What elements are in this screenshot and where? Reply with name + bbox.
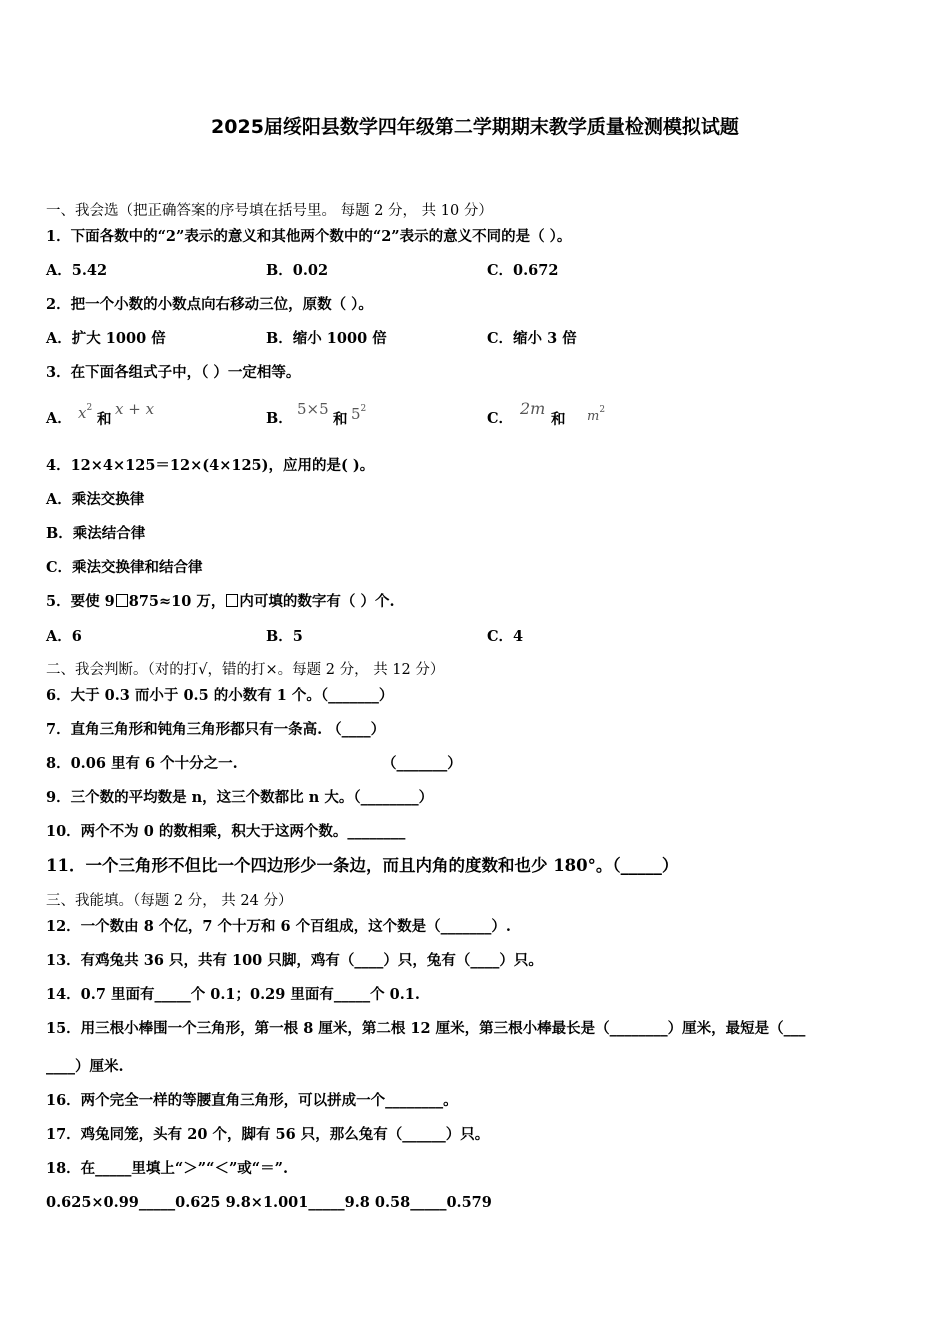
q3-option-c-expr2 xyxy=(587,400,605,427)
question-15-line-2: ____）厘米. xyxy=(46,1058,124,1075)
q3-option-a-and: 和 xyxy=(97,411,112,428)
question-17: 17．鸡兔同笼，头有 20 个，脚有 56 只，那么兔有（______）只。 xyxy=(46,1126,490,1143)
q1-option-b: B．0.02 xyxy=(266,262,329,279)
question-9: 9．三个数的平均数是 n，这三个数都比 n 大。（________） xyxy=(46,789,434,806)
question-8-blank: （_______） xyxy=(382,755,462,772)
question-18-comparisons: 0.625×0.99_____0.625 9.8×1.001_____9.8 0.58_____0.579 xyxy=(46,1194,492,1211)
question-7: 7．直角三角形和钝角三角形都只有一条高. （____） xyxy=(46,721,386,738)
q3-option-b-label: B． xyxy=(266,410,293,427)
q3-option-a-expr2 xyxy=(115,399,154,420)
q2-option-a: A．扩大 1000 倍 xyxy=(46,330,166,347)
question-5 xyxy=(46,592,395,612)
q2-option-b: B．缩小 1000 倍 xyxy=(266,330,387,347)
question-8: 8．0.06 里有 6 个十分之一. xyxy=(46,755,238,772)
exam-title: 2025届绥阳县数学四年级第二学期期末教学质量检测模拟试题 xyxy=(211,116,739,138)
question-18: 18．在_____里填上“＞”“＜”或“＝”. xyxy=(46,1160,289,1177)
q3-option-a-expr xyxy=(78,398,92,424)
q3-c-expr1: 2m xyxy=(520,399,546,418)
q1-option-c: C．0.672 xyxy=(487,262,559,279)
question-16: 16．两个完全一样的等腰直角三角形，可以拼成一个________。 xyxy=(46,1092,458,1109)
question-1: 1．下面各数中的“2”表示的意义和其他两个数中的“2”表示的意义不同的是（ ）。 xyxy=(46,228,572,245)
question-14: 14．0.7 里面有_____个 0.1；0.29 里面有_____个 0.1. xyxy=(46,986,420,1003)
q3-option-c-label: C． xyxy=(487,410,514,427)
question-11: 11．一个三角形不但比一个四边形少一条边，而且内角的度数和也少 180°。（_____） xyxy=(46,856,679,875)
section-3-heading: 三、我能填。（每题 2 分， 共 24 分） xyxy=(46,893,293,909)
empty-box-icon xyxy=(116,594,128,607)
q1-option-a: A．5.42 xyxy=(46,262,108,279)
empty-box-icon xyxy=(226,594,238,607)
q2-option-c: C．缩小 3 倍 xyxy=(487,330,577,347)
q3-a-expr1-sup: 2 xyxy=(86,403,93,413)
question-4: 4．12×4×125＝12×(4×125)，应用的是( )。 xyxy=(46,457,375,474)
q3-b-expr2: 5 xyxy=(351,405,361,423)
q5-option-c: C．4 xyxy=(487,628,524,645)
q4-option-c: C．乘法交换律和结合律 xyxy=(46,559,203,576)
q4-option-b: B．乘法结合律 xyxy=(46,525,146,542)
q5-text-after: 内可填的数字有（ ）个. xyxy=(239,593,395,610)
q5-option-b: B．5 xyxy=(266,628,303,645)
q3-option-c-and: 和 xyxy=(551,411,566,428)
q3-option-b-expr2 xyxy=(351,399,366,425)
q3-b-expr1: 5×5 xyxy=(297,400,329,418)
q5-text-mid: 875≈10 万， xyxy=(128,593,226,610)
q5-text-before: 5．要使 9 xyxy=(46,593,115,610)
q3-option-a-label: A． xyxy=(46,410,72,427)
q5-option-a: A．6 xyxy=(46,628,82,645)
question-10: 10．两个不为 0 的数相乘，积大于这两个数。________ xyxy=(46,823,406,840)
q4-option-a: A．乘法交换律 xyxy=(46,491,145,508)
q3-c-expr2: m xyxy=(587,409,600,424)
question-6: 6．大于 0.3 而小于 0.5 的小数有 1 个。（_______） xyxy=(46,687,394,704)
question-3: 3．在下面各组式子中，（ ）一定相等。 xyxy=(46,364,301,381)
question-2: 2．把一个小数的小数点向右移动三位，原数（ ）。 xyxy=(46,296,373,313)
section-2-heading: 二、我会判断。（对的打√，错的打×。每题 2 分， 共 12 分） xyxy=(46,662,445,678)
question-13: 13．有鸡兔共 36 只，共有 100 只脚，鸡有（____）只，兔有（____）只。 xyxy=(46,952,543,969)
q3-c-expr2-sup: 2 xyxy=(599,405,606,415)
q3-option-b-expr1 xyxy=(297,399,329,420)
section-1-heading: 一、我会选（把正确答案的序号填在括号里。 每题 2 分， 共 10 分） xyxy=(46,203,493,219)
q3-option-c-expr1 xyxy=(520,399,545,420)
q3-b-expr2-sup: 2 xyxy=(360,404,367,414)
q3-option-b-and: 和 xyxy=(333,411,348,428)
q3-a-expr2: x + x xyxy=(115,400,155,418)
question-12: 12．一个数由 8 个亿，7 个十万和 6 个百组成，这个数是（_______）. xyxy=(46,918,511,935)
q3-a-expr1: x xyxy=(78,404,87,422)
question-15-line-1: 15．用三根小棒围一个三角形，第一根 8 厘米，第二根 12 厘米，第三根小棒最长是（________）厘米，最短是（___ xyxy=(46,1020,806,1037)
